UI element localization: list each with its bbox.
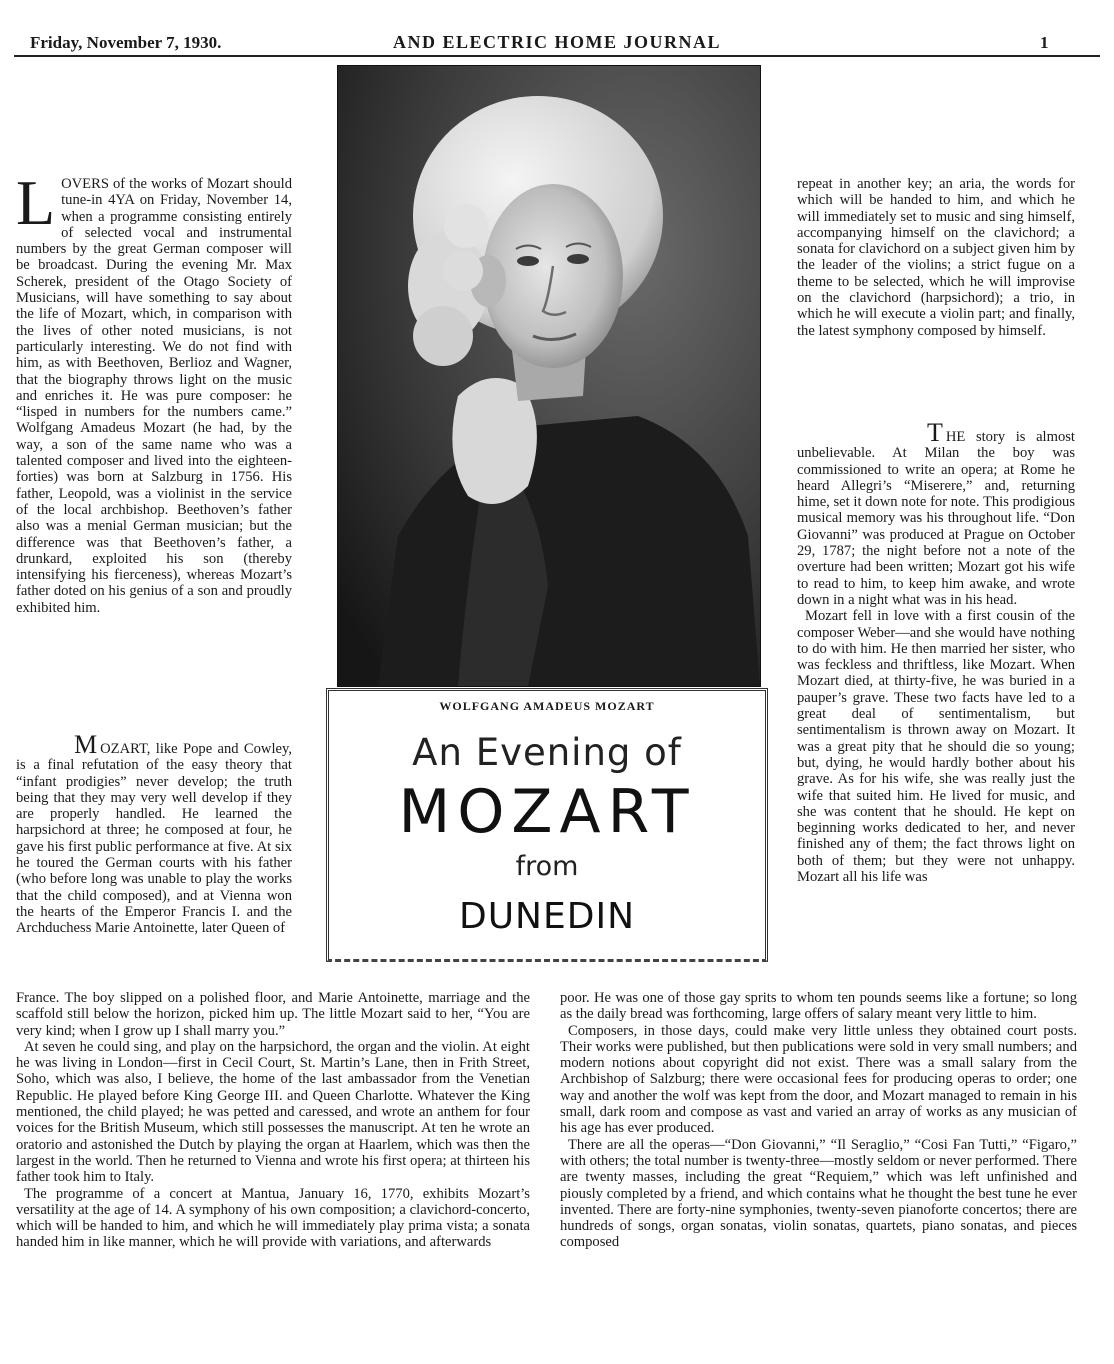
article-bottom-right	[560, 990, 1077, 1251]
mantua-concert-paragraph: The programme of a concert at Mantua, January 16, 1770, exhibits Mozart’s versatility at the age of 14. A symphony of his own composition; a clavichord-concerto, which will be handed to him, and which he will immediately play prima vista; a sonata handed him in like manner, which he will provide with variations, and afterwards	[16, 1185, 530, 1251]
drop-cap-t: T	[927, 418, 943, 447]
page-number: 1	[1040, 33, 1049, 52]
header-rule	[14, 55, 1100, 57]
title-line-1: An Evening of	[412, 731, 682, 774]
article-column-right-lower	[797, 418, 1075, 886]
childhood-travels-paragraph: At seven he could sing, and play on the harpsichord, the organ and the violin. At eight he was living in London—first in Cecil Court, St. Martin’s Lane, then in Frith Street, Soho, which was also, I believe, the home of the last ambassador from the Venetian Republic. He played before King George III. and Queen Charlotte. Whatever the King mentioned, the child played; he was petted and caressed, and wrote an anthem for four voices for the British Museum, which still possesses the manuscript. At ten he wrote an oratorio and astonished the Dutch by playing the organ at Haarlem, which was then the largest in the world. Then he returned to Vienna and wrote his first opera; at thirteen his father took him to Italy.	[16, 1038, 530, 1186]
works-list-paragraph: There are all the operas—“Don Giovanni,” “Il Seraglio,” “Cosi Fan Tutti,” “Figaro,” with others; the total number is twenty-three—mostly seldom or never performed. There are twenty masses, including the great “Requiem,” which was left unfinished and piously completed by a friend, and which contains what he thought the best tune he ever invented. There are forty-nine symphonies, twenty-seven pianoforte concertos; there are hundreds of songs, organ sonatas, violin sonatas, quartets, piano sonatas, and pieces composed	[560, 1136, 1077, 1251]
title-line-4: DUNEDIN	[458, 896, 635, 937]
marriage-paragraph: Mozart fell in love with a first cousin of the composer Weber—and she would have nothing to do with him. He then married her sister, who was feckless and thriftless, like Mozart. When Mozart died, at thirty-five, he was buried in a pauper’s grave. These two facts have led to a great deal of sentimentalism, but sentimentalism is thrown away on Mozart. It was a great pity that he should die so young; but, dying, he would hardly bother about his grave. As for his wife, she was really just the wife that suited him. He lived for music, and she was content that he should. He kept on beginning works dedicated to her, and never finished any of them; the fact throws light on both of them; but they were not unhappy. Mozart all his life was	[797, 608, 1075, 886]
article-bottom-left	[16, 990, 530, 1251]
intro-paragraph: OVERS of the works of Mozart should tune-in 4YA on Friday, November 14, when a programme consisting entirely of selected vocal and instrumental numbers by the great German composer will be broadcast. During the evening Mr. Max Scherek, president of the Otago Society of Musicians, will have something to say about the life of Mozart, which, in comparison with the lives of other noted musicians, is not particularly interesting. We do not find with him, as with Beethoven, Berlioz and Wagner, that the biography throws light on the music and enriches it. He was pure composer: he “lisped in numbers for the numbers came.” Wolfgang Amadeus Mozart (he had, by the way, a son of the same name who was a talented composer and lived into the eighteen-forties) was born at Salzburg in 1756. His father, Leopold, was a violinist in the service of the local archbishop. Beethoven’s father also was a menial German musician; but the difference was that Beethoven’s father, a drunkard, exploited his son (thereby intensifying his fierceness), whereas Mozart’s father doted on his genius of a son and proudly exhibited him.	[16, 176, 292, 616]
concert-programme-continued: repeat in another key; an aria, the words for which will be handed to him, and which he will immediately set to music and sing himself, accompanying himself on the clavichord; a sonata for clavichord on a subject given him by the leader of the violins; a strict fugue on a theme to be selected, which he will improvise on the clavichord (harpsichord); a trio, in which he will execute a violin part; and finally, the latest symphony composed by himself.	[797, 176, 1075, 339]
article-column-right	[797, 176, 1075, 339]
issue-date: Friday, November 7, 1930.	[30, 33, 222, 52]
portrait-illustration	[338, 66, 760, 686]
drop-cap-m: M	[74, 730, 98, 759]
memory-paragraph: HE story is almost unbelievable. At Milan the boy was commissioned to write an opera; at Rome he heard Allegri’s “Miserere,” and, returning hime, set it down note for note. This prodigious musical memory was his throughout life. “Don Giovanni” was produced at Prague on October 29, 1787; the night before not a note of the overture had been written; Mozart got his wife to read to him, to keep him awake, and wrote down in a night what was in his head.	[797, 429, 1075, 608]
poverty-paragraph: poor. He was one of those gay sprits to whom ten pounds seems like a fortune; so long as the daily bread was forthcoming, large offers of salary meant very little to him.	[560, 990, 1077, 1023]
title-box	[326, 688, 768, 962]
drop-cap-l: L	[16, 167, 56, 238]
marie-antoinette-paragraph: France. The boy slipped on a polished floor, and Marie Antoinette, marriage and the scaffold still below the horizon, picked him up. The little Mozart said to her, “You are very kind; when I grow up I shall marry you.”	[16, 990, 530, 1039]
title-line-2: MOZART	[398, 777, 696, 847]
prodigy-paragraph: OZART, like Pope and Cowley, is a final refutation of the easy theory that “infant prodigies” never develop; the truth being that they may very well develop if they are properly handled. He learned the harpsichord at three; he composed at four, he gave his first public performance at five. At six he toured the German courts with his father (who before long was unable to play the works that the child composed), and at Vienna won the hearts of the Emperor Francis I. and the Archduchess Marie Antoinette, later Queen of	[16, 741, 292, 937]
mozart-portrait-image	[337, 65, 761, 687]
article-column-left	[16, 167, 292, 616]
portrait-caption: WOLFGANG AMADEUS MOZART	[439, 699, 655, 713]
title-line-3: from	[515, 851, 579, 882]
composers-income-paragraph: Composers, in those days, could make very little unless they obtained court posts. Their works were published, but then publications were sold in very small numbers; and modern notions about copyright did not exist. There was a small salary from the Archbishop of Salzburg; there were occasional fees for producing operas to order; one way and another the wolf was kept from the door, and Mozart managed to remain in his small, dark room and compose as vast and varied an array of works as any musician of his age has ever produced.	[560, 1022, 1077, 1137]
masthead: AND ELECTRIC HOME JOURNAL	[392, 32, 722, 52]
article-column-left-lower	[16, 730, 292, 937]
